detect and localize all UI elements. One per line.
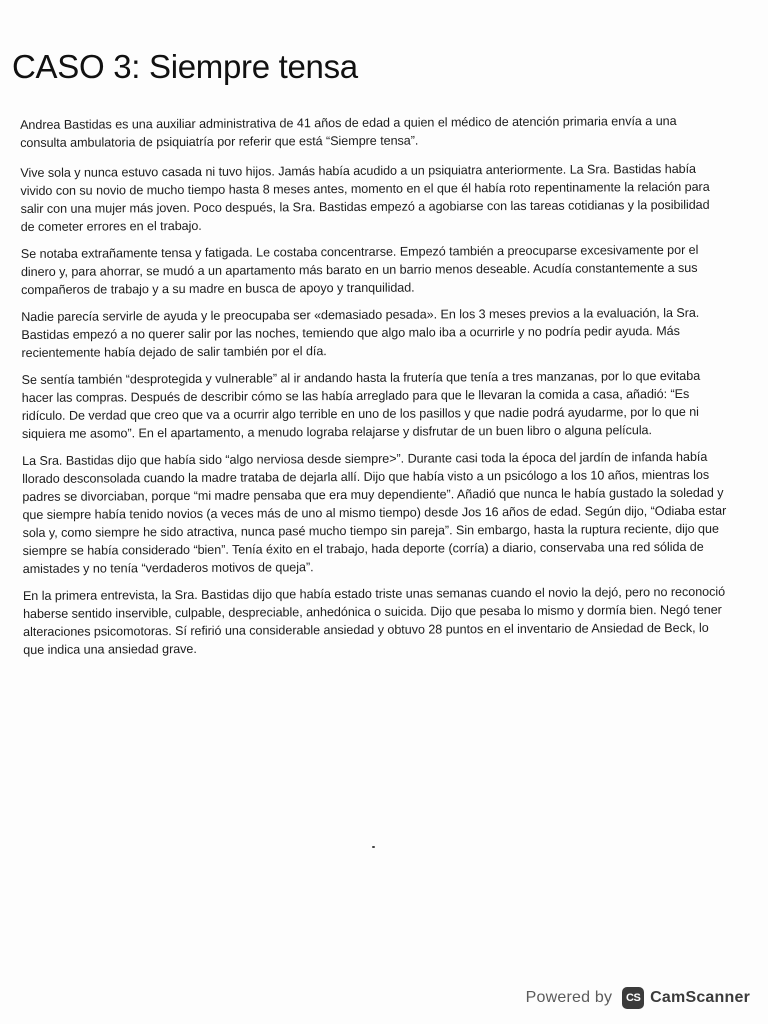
camscanner-logo-icon: CS: [622, 987, 644, 1009]
paragraph-6: La Sra. Bastidas dijo que había sido “algo nerviosa desde siempre>”. Durante casi toda la época del jardín de infanda había llorado desconsolada cuando la madre trataba de dejarla allí. Dijo que había visto a un psicólogo a los 10 años, mientras los padres se divorciaban, porque “mi madre pensaba que era muy dependiente”. Añadió que nunca le había gustado la soledad y que siempre había tenido novios (a veces más de uno al mismo tiempo) desde Jos 16 años de edad. Según dijo, “Odiaba estar sola y, como siempre he sido atractiva, nunca pasé mucho tiempo sin pareja”. Sin embargo, hasta la ruptura reciente, dijo que siempre se había considerado “bien”. Tenía éxito en el trabajo, hada deporte (corría) a diario, conservaba una red sólida de amistades y no tenía “verdaderos motivos de queja”.: [22, 449, 727, 576]
paragraph-2: Vive sola y nunca estuvo casada ni tuvo hijos. Jamás había acudido a un psiquiatra anteriormente. La Sra. Bastidas había vivido con su novio de mucho tiempo hasta 8 meses antes, momento en el que él había roto repentinamente la relación para salir con una mujer más joven. Poco después, la Sra. Bastidas empezó a agobiarse con las tareas cotidianas y la posibilidad de cometer errores en el trabajo.: [20, 161, 710, 234]
powered-by-label: Powered by: [525, 989, 613, 1006]
paragraph-1: Andrea Bastidas es una auxiliar administrativa de 41 años de edad a quien el médico de atención primaria envía a una consulta ambulatoria de psiquiatría por referir que está “Siempre tensa”.: [20, 113, 677, 150]
paragraph-7: En la primera entrevista, la Sra. Bastidas dijo que había estado triste unas semanas cuando el novio la dejó, pero no reconoció haberse sentido inservible, culpable, despreciable, anhedónica o suicida. Dijo que pesaba lo mismo y dormía bien. Negó tener alteraciones psicomotoras. Sí refirió una considerable ansiedad y obtuvo 28 puntos en el inventario de Ansiedad de Beck, lo que indica una ansiedad grave.: [22, 584, 726, 657]
scan-speck: [372, 846, 375, 848]
camscanner-brand: [622, 987, 750, 1009]
paragraph-4: Nadie parecía servirle de ayuda y le preocupaba ser «demasiado pesada». En los 3 meses previos a la evaluación, la Sra. Bastidas empezó a no querer salir por las noches, temiendo que algo malo iba a ocurrirle y no podría pedir ayuda. Más recientemente había dejado de salir también por el día.: [21, 305, 700, 360]
camscanner-watermark: [526, 984, 750, 1012]
paragraph-3: Se notaba extrañamente tensa y fatigada. Le costaba concentrarse. Empezó también a preocuparse excesivamente por el dinero y, para ahorrar, se mudó a un apartamento más barato en un barrio menos deseable. Acudía constantemente a sus compañeros de trabajo y a su madre en busca de apoyo y tranquilidad.: [20, 242, 699, 297]
document-title: CASO 3: Siempre tensa: [12, 48, 358, 85]
document-body: [20, 112, 729, 668]
paragraph-5: Se sentía también “desprotegida y vulnerable” al ir andando hasta la frutería que tenía a tres manzanas, por lo que evitaba hacer las compras. Después de describir cómo se las había arreglado para que le llevaran la comida a casa, añadió: “Es ridículo. De verdad que creo que va a ocurrir algo terrible en uno de los pasillos y que nadie podrá ayudarme, por lo que ni siquiera me asomo”. En el apartamento, a menudo lograba relajarse y disfrutar de un buen libro o alguna película.: [21, 368, 701, 441]
camscanner-brand-name: CamScanner: [650, 989, 750, 1006]
